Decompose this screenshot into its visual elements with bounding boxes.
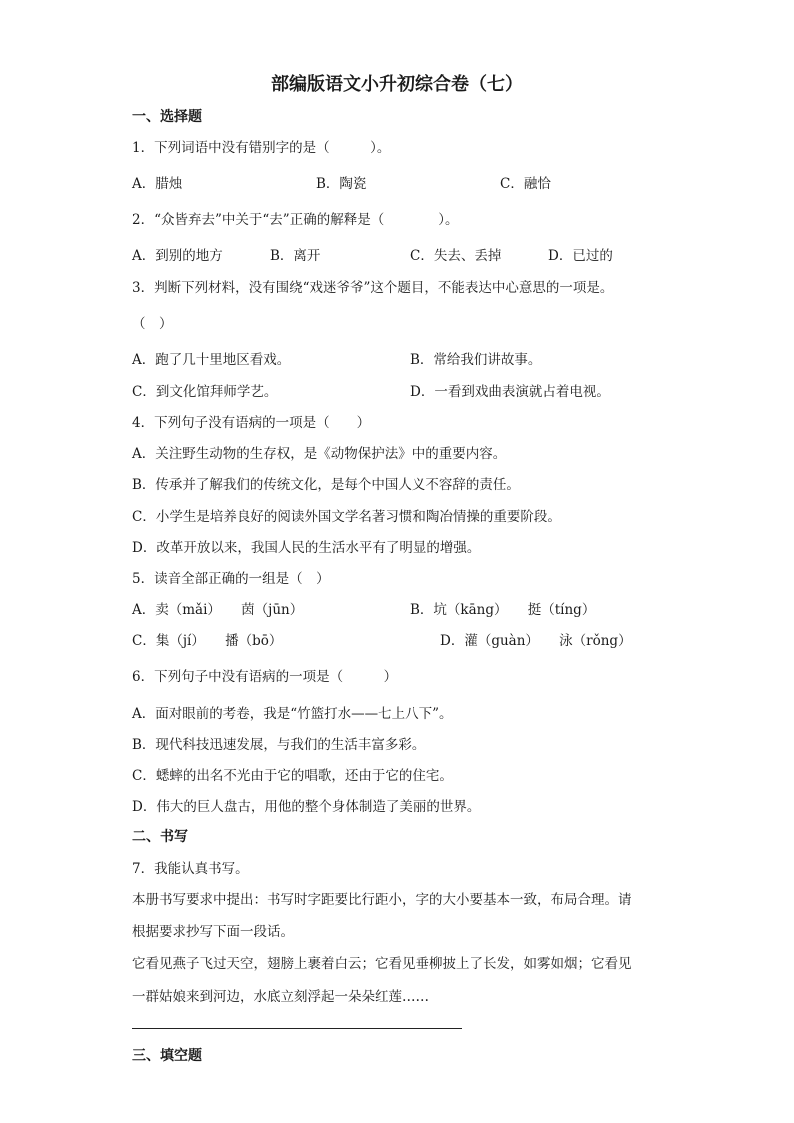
question-2-stem: 2．“众皆弃去”中关于“去”正确的解释是（ ）。 (132, 212, 459, 228)
section-heading-fill-blank: 三、填空题 (132, 1048, 202, 1064)
section-heading-writing: 二、书写 (132, 829, 188, 845)
q4-option-b: B．传承并了解我们的传统文化，是每个中国人义不容辞的责任。 (132, 477, 520, 493)
q4-option-c: C．小学生是培养良好的阅读外国文学名著习惯和陶冶情操的重要阶段。 (132, 509, 561, 525)
q5-option-a: A．卖（mǎi） 茵（jūn） (132, 602, 304, 618)
q7-passage-line-2: 一群姑娘来到河边，水底立刻浮起一朵朵红莲…… (132, 989, 429, 1005)
question-7-stem: 7．我能认真书写。 (132, 861, 249, 877)
q2-option-d: D．已过的 (548, 248, 613, 264)
question-1-stem: 1．下列词语中没有错别字的是（ ）。 (132, 140, 391, 156)
q1-option-b: B．陶瓷 (316, 176, 367, 192)
section-heading-choice: 一、选择题 (132, 109, 202, 125)
q1-option-c: C．融恰 (500, 176, 551, 192)
q2-option-a: A．到别的地方 (132, 248, 223, 264)
q6-option-d: D．伟大的巨人盘古，用他的整个身体制造了美丽的世界。 (132, 799, 481, 815)
q3-option-b: B．常给我们讲故事。 (410, 352, 542, 368)
q4-option-a: A．关注野生动物的生存权，是《动物保护法》中的重要内容。 (132, 446, 507, 462)
q2-option-c: C．失去、丢掉 (410, 248, 502, 264)
q6-option-c: C．蟋蟀的出名不光由于它的唱歌，还由于它的住宅。 (132, 768, 453, 784)
q7-passage-line-1: 它看见燕子飞过天空，翅膀上裹着白云；它看见垂柳披上了长发，如雾如烟；它看见 (132, 956, 632, 972)
q3-option-a: A．跑了几十里地区看戏。 (132, 352, 291, 368)
q1-option-a: A．腊烛 (132, 176, 183, 192)
q7-requirement-line-1: 本册书写要求中提出：书写时字距要比行距小，字的大小要基本一致，布局合理。请 (132, 892, 632, 908)
q5-option-d: D．灌（guàn） 泳（rǒng） (440, 633, 632, 649)
q3-option-c: C．到文化馆拜师学艺。 (132, 384, 278, 400)
answer-writing-line[interactable] (132, 1028, 462, 1029)
question-4-stem: 4．下列句子没有语病的一项是（ ） (132, 415, 371, 431)
q7-requirement-line-2: 根据要求抄写下面一段话。 (132, 924, 294, 940)
q6-option-b: B．现代科技迅速发展，与我们的生活丰富多彩。 (132, 737, 426, 753)
q6-option-a: A．面对眼前的考卷，我是“竹篮打水——七上八下”。 (132, 706, 453, 722)
q4-option-d: D．改革开放以来，我国人民的生活水平有了明显的增强。 (132, 540, 481, 556)
question-3-paren: （ ） (132, 316, 173, 332)
q2-option-b: B．离开 (270, 248, 321, 264)
page-title: 部编版语文小升初综合卷（七） (271, 74, 523, 95)
q5-option-c: C．集（jí） 播（bō） (132, 633, 283, 649)
question-3-stem: 3．判断下列材料，没有围绕“戏迷爷爷”这个题目，不能表达中心意思的一项是。 (132, 280, 614, 296)
question-5-stem: 5．读音全部正确的一组是（ ） (132, 571, 330, 587)
q3-option-d: D．一看到戏曲表演就占着电视。 (410, 384, 610, 400)
q5-option-b: B．坑（kāng） 挺（tíng） (410, 602, 596, 618)
question-6-stem: 6．下列句子中没有语病的一项是（ ） (132, 669, 398, 685)
